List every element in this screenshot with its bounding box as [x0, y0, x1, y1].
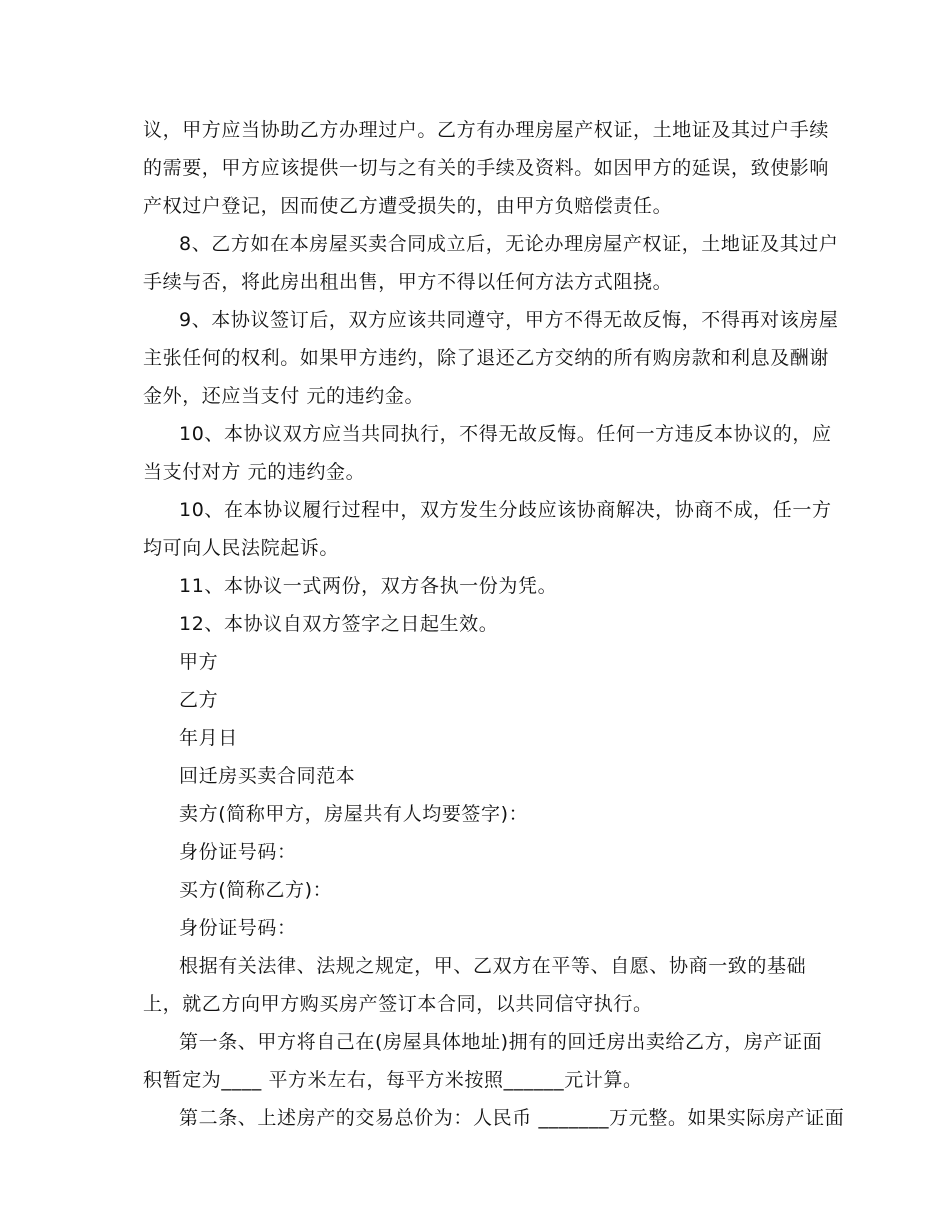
- text-line: 主张任何的权利。如果甲方违约，除了退还乙方交纳的所有购房款和利息及酬谢: [143, 347, 830, 369]
- text-line: 回迁房买卖合同范本: [179, 765, 356, 787]
- text-line: 产权过户登记，因而使乙方遭受损失的，由甲方负赔偿责任。: [143, 195, 673, 217]
- document-body: [143, 111, 845, 1137]
- text-line: 当支付对方 元的违约金。: [143, 461, 366, 483]
- text-line: 积暂定为____ 平方米左右，每平方米按照______元计算。: [143, 1069, 643, 1091]
- text-line: 11、本协议一式两份，双方各执一份为凭。: [179, 575, 558, 597]
- text-line: 10、本协议双方应当共同执行，不得无故反悔。任何一方违反本协议的，应: [179, 423, 832, 445]
- text-line: 卖方(简称甲方，房屋共有人均要签字)：: [179, 803, 529, 825]
- text-line: 根据有关法律、法规之规定，甲、乙双方在平等、自愿、协商一致的基础: [179, 955, 807, 977]
- text-line: 上，就乙方向甲方购买房产签订本合同，以共同信守执行。: [143, 993, 653, 1015]
- text-line: 买方(简称乙方)：: [179, 879, 333, 901]
- text-line: 9、本协议签订后，双方应该共同遵守，甲方不得无故反悔，不得再对该房屋: [179, 309, 839, 331]
- text-line: 身份证号码：: [179, 841, 297, 863]
- text-line: 10、在本协议履行过程中，双方发生分歧应该协商解决，协商不成，任一方: [179, 499, 832, 521]
- text-line: 均可向人民法院起诉。: [143, 537, 340, 559]
- text-line: 议，甲方应当协助乙方办理过户。乙方有办理房屋产权证，土地证及其过户手续: [143, 119, 830, 141]
- text-line: 甲方: [179, 651, 219, 673]
- text-line: 8、乙方如在本房屋买卖合同成立后，无论办理房屋产权证，土地证及其过户: [179, 233, 839, 255]
- text-line: 手续与否，将此房出租出售，甲方不得以任何方法方式阻挠。: [143, 271, 673, 293]
- text-line: 第二条、上述房产的交易总价为：人民币 _______万元整。如果实际房产证面: [179, 1107, 845, 1129]
- text-line: 乙方: [179, 689, 219, 711]
- text-line: 身份证号码：: [179, 917, 297, 939]
- text-line: 年月日: [179, 727, 238, 749]
- text-line: 金外，还应当支付 元的违约金。: [143, 385, 425, 407]
- text-line: 第一条、甲方将自己在(房屋具体地址)拥有的回迁房出卖给乙方，房产证面: [179, 1031, 823, 1053]
- text-line: 的需要，甲方应该提供一切与之有关的手续及资料。如因甲方的延误，致使影响: [143, 157, 830, 179]
- text-line: 12、本协议自双方签字之日起生效。: [179, 613, 499, 635]
